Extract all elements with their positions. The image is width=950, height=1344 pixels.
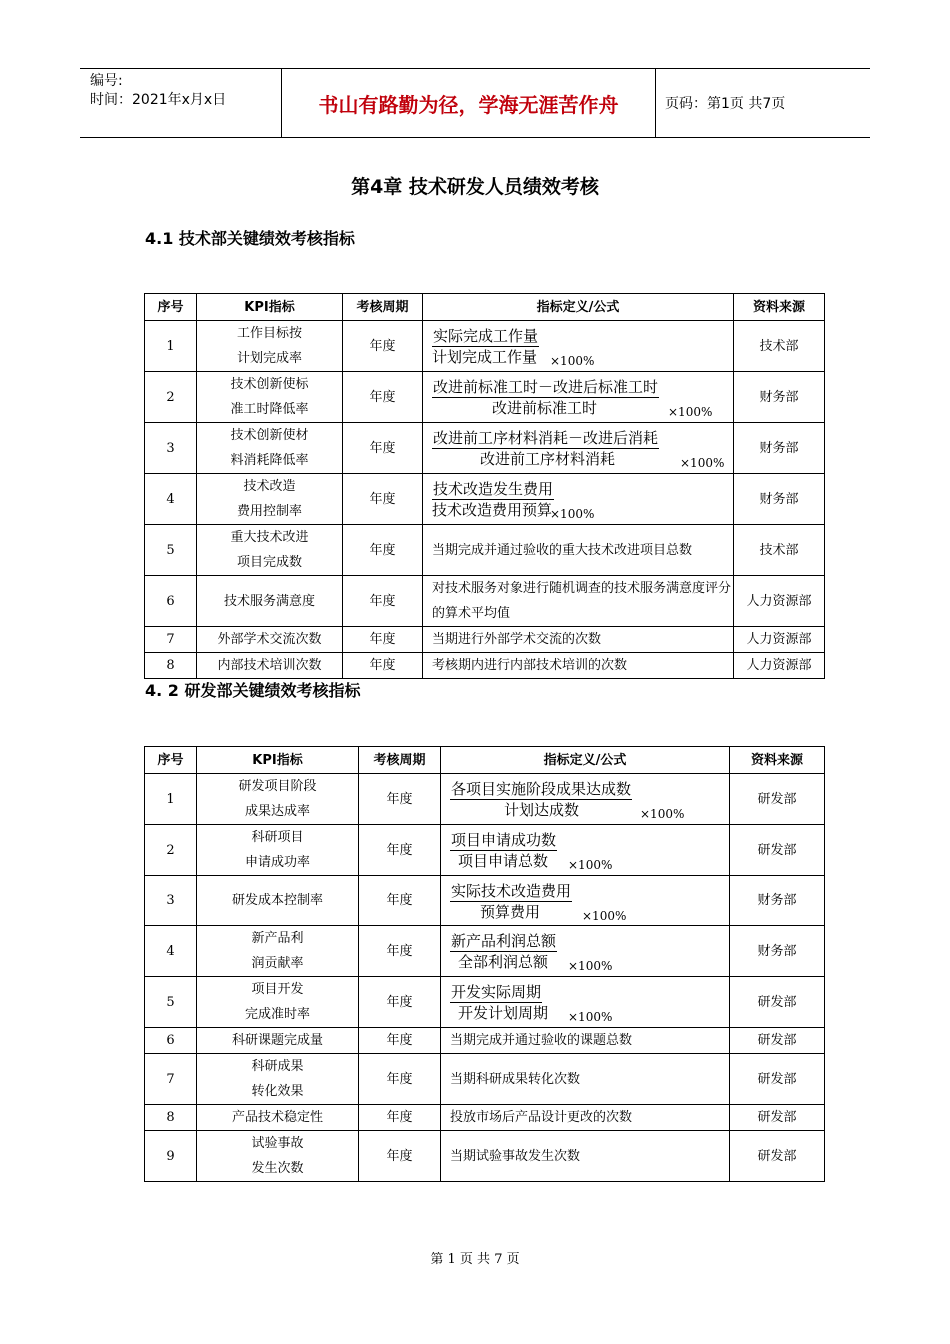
kpi-name-line: 研发项目阶段 <box>238 779 317 794</box>
cell-no: 1 <box>145 321 197 372</box>
table-row <box>145 372 825 423</box>
formula-numerator: 各项目实施阶段成果达成数 <box>451 780 632 798</box>
table-row <box>145 1054 825 1105</box>
cell-source: 研发部 <box>730 1105 825 1131</box>
cell-source: 技术部 <box>734 321 825 372</box>
kpi-name-line: 技术创新使标 <box>230 377 309 392</box>
cell-source: 研发部 <box>730 977 825 1028</box>
cell-source: 财务部 <box>730 876 825 926</box>
table-row <box>145 977 825 1028</box>
kpi-name-line: 润贡献率 <box>251 956 304 971</box>
cell-source: 人力资源部 <box>734 653 825 679</box>
table-row <box>145 1028 825 1054</box>
formula <box>450 828 729 872</box>
cell-no: 5 <box>145 977 197 1028</box>
cell-definition <box>423 423 734 474</box>
kpi-name-line: 内部技术培训次数 <box>217 658 322 673</box>
col-header-no: 序号 <box>145 294 197 321</box>
cell-period: 年度 <box>343 474 423 525</box>
cell-no: 3 <box>145 423 197 474</box>
kpi-name-line: 外部学术交流次数 <box>217 632 322 647</box>
formula-multiplier: ×100% <box>550 507 595 521</box>
cell-definition <box>423 372 734 423</box>
formula <box>432 324 733 368</box>
formula-numerator: 开发实际周期 <box>451 983 542 1001</box>
kpi-table-rd <box>144 746 825 1182</box>
col-header-period: 考核周期 <box>359 747 441 774</box>
cell-source: 研发部 <box>730 774 825 825</box>
cell-no: 7 <box>145 627 197 653</box>
cell-definition <box>423 525 734 576</box>
cell-definition <box>441 1105 730 1131</box>
kpi-name-line: 成果达成率 <box>244 804 310 819</box>
kpi-name-line: 产品技术稳定性 <box>231 1110 323 1125</box>
table-row <box>145 825 825 876</box>
cell-source: 技术部 <box>734 525 825 576</box>
table-row <box>145 774 825 825</box>
kpi-name-line: 重大技术改进 <box>230 530 309 545</box>
cell-period: 年度 <box>343 423 423 474</box>
cell-period: 年度 <box>343 576 423 627</box>
kpi-name-line: 发生次数 <box>251 1161 304 1176</box>
cell-kpi <box>197 977 359 1028</box>
cell-no: 8 <box>145 1105 197 1131</box>
formula-multiplier: ×100% <box>668 405 713 419</box>
kpi-name-line: 试验事故 <box>251 1136 304 1151</box>
cell-period: 年度 <box>343 627 423 653</box>
cell-period: 年度 <box>359 876 441 926</box>
formula-numerator: 改进前工序材料消耗－改进后消耗 <box>433 429 659 447</box>
cell-no: 7 <box>145 1054 197 1105</box>
cell-definition <box>441 1131 730 1182</box>
kpi-name-line: 技术服务满意度 <box>223 593 315 609</box>
table-row <box>145 653 825 679</box>
formula-multiplier: ×100% <box>568 858 613 872</box>
cell-source: 人力资源部 <box>734 576 825 627</box>
kpi-name-line: 科研成果 <box>251 1059 304 1074</box>
definition-text: 当期进行外部学术交流的次数 <box>432 632 602 647</box>
cell-source: 财务部 <box>734 372 825 423</box>
cell-source: 人力资源部 <box>734 627 825 653</box>
formula <box>432 375 733 419</box>
formula-numerator: 实际技术改造费用 <box>451 881 572 900</box>
table-row <box>145 576 825 627</box>
cell-definition <box>441 825 730 876</box>
definition-text: 投放市场后产品设计更改的次数 <box>450 1110 633 1125</box>
cell-kpi <box>197 1054 359 1105</box>
formula-multiplier: ×100% <box>568 1010 613 1024</box>
kpi-name-line: 项目完成数 <box>236 555 302 570</box>
cell-kpi <box>197 1105 359 1131</box>
cell-kpi <box>197 576 343 627</box>
cell-definition <box>441 774 730 825</box>
formula-multiplier: ×100% <box>680 456 725 470</box>
cell-definition <box>423 627 734 653</box>
col-header-period: 考核周期 <box>343 294 423 321</box>
table-row <box>145 474 825 525</box>
kpi-name-line: 科研课题完成量 <box>231 1033 323 1048</box>
cell-no: 8 <box>145 653 197 679</box>
cell-kpi <box>197 1028 359 1054</box>
cell-kpi <box>197 1131 359 1182</box>
cell-no: 6 <box>145 576 197 627</box>
kpi-name-line: 新产品利 <box>251 931 304 946</box>
header-time: 时间：2021年x月x日 <box>90 92 227 108</box>
cell-no: 2 <box>145 372 197 423</box>
cell-no: 9 <box>145 1131 197 1182</box>
table-row <box>145 926 825 977</box>
cell-period: 年度 <box>359 1054 441 1105</box>
cell-no: 2 <box>145 825 197 876</box>
formula-numerator: 新产品利润总额 <box>451 932 557 950</box>
kpi-name-line: 研发成本控制率 <box>231 893 323 908</box>
cell-no: 6 <box>145 1028 197 1054</box>
col-header-definition: 指标定义/公式 <box>441 747 730 774</box>
cell-period: 年度 <box>343 321 423 372</box>
header-page-info: 页码：第1页 共7页 <box>665 96 786 112</box>
kpi-name-line: 费用控制率 <box>236 504 302 519</box>
col-header-no: 序号 <box>145 747 197 774</box>
formula-denominator: 技术改造费用预算 <box>432 501 553 519</box>
formula <box>450 879 729 923</box>
cell-no: 4 <box>145 926 197 977</box>
cell-kpi <box>197 653 343 679</box>
cell-period: 年度 <box>359 1105 441 1131</box>
kpi-name-line: 技术改造 <box>243 479 296 494</box>
cell-period: 年度 <box>359 1131 441 1182</box>
col-header-source: 资料来源 <box>730 747 825 774</box>
formula-multiplier: ×100% <box>568 959 613 973</box>
formula-numerator: 技术改造发生费用 <box>433 480 554 498</box>
formula-denominator: 计划达成数 <box>504 801 580 819</box>
cell-definition <box>441 926 730 977</box>
definition-text: 当期试验事故发生次数 <box>450 1148 581 1164</box>
definition-text: 当期科研成果转化次数 <box>450 1071 581 1087</box>
kpi-name-line: 计划完成率 <box>236 351 302 366</box>
header-code: 编号: <box>90 73 123 89</box>
cell-period: 年度 <box>359 926 441 977</box>
cell-kpi <box>197 372 343 423</box>
formula-denominator: 预算费用 <box>480 902 541 921</box>
table-row <box>145 1131 825 1182</box>
formula-denominator: 改进前标准工时 <box>492 399 598 417</box>
definition-text: 当期完成并通过验收的重大技术改进项目总数 <box>432 542 693 558</box>
table-row <box>145 627 825 653</box>
cell-period: 年度 <box>359 977 441 1028</box>
cell-definition <box>441 977 730 1028</box>
kpi-name-line: 项目开发 <box>251 982 304 997</box>
cell-kpi <box>197 321 343 372</box>
cell-definition <box>441 1054 730 1105</box>
cell-definition <box>441 1028 730 1054</box>
cell-kpi <box>197 627 343 653</box>
formula-denominator: 项目申请总数 <box>458 852 549 870</box>
formula-denominator: 改进前工序材料消耗 <box>480 450 616 468</box>
formula-multiplier: ×100% <box>640 807 685 821</box>
formula-denominator: 计划完成工作量 <box>432 348 538 366</box>
formula-denominator: 全部利润总额 <box>458 953 549 971</box>
formula-denominator: 开发计划周期 <box>458 1004 549 1022</box>
formula <box>450 980 729 1024</box>
table-row <box>145 1105 825 1131</box>
cell-kpi <box>197 876 359 926</box>
cell-source: 财务部 <box>730 926 825 977</box>
table-row <box>145 876 825 926</box>
formula <box>450 777 729 821</box>
cell-kpi <box>197 525 343 576</box>
page-header <box>80 68 870 138</box>
cell-kpi <box>197 825 359 876</box>
formula-numerator: 实际完成工作量 <box>433 327 539 345</box>
cell-definition <box>441 876 730 926</box>
definition-text: 考核期内进行内部技术培训的次数 <box>432 658 628 673</box>
cell-period: 年度 <box>359 825 441 876</box>
kpi-name-line: 准工时降低率 <box>230 402 309 417</box>
cell-period: 年度 <box>343 653 423 679</box>
cell-definition <box>423 321 734 372</box>
cell-source: 研发部 <box>730 1131 825 1182</box>
cell-source: 研发部 <box>730 1028 825 1054</box>
cell-source: 研发部 <box>730 1054 825 1105</box>
kpi-name-line: 工作目标按 <box>236 326 302 341</box>
formula <box>432 426 733 470</box>
col-header-kpi: KPI指标 <box>197 294 343 321</box>
kpi-name-line: 转化效果 <box>251 1084 304 1099</box>
cell-no: 5 <box>145 525 197 576</box>
kpi-name-line: 技术创新使材 <box>230 428 309 443</box>
table-header-row <box>145 294 825 321</box>
cell-period: 年度 <box>359 1028 441 1054</box>
header-meta <box>80 69 282 137</box>
cell-source: 财务部 <box>734 423 825 474</box>
table-header-row <box>145 747 825 774</box>
kpi-name-line: 料消耗降低率 <box>230 453 309 468</box>
page-footer: 第 1 页 共 7 页 <box>430 1252 520 1267</box>
formula-multiplier: ×100% <box>582 908 627 923</box>
formula-numerator: 项目申请成功数 <box>451 831 557 849</box>
col-header-source: 资料来源 <box>734 294 825 321</box>
definition-text: 当期完成并通过验收的课题总数 <box>450 1033 633 1048</box>
cell-kpi <box>197 774 359 825</box>
table-row <box>145 423 825 474</box>
cell-period: 年度 <box>343 525 423 576</box>
chapter-title: 第4章 技术研发人员绩效考核 <box>351 176 599 198</box>
kpi-name-line: 科研项目 <box>251 830 304 845</box>
formula-multiplier: ×100% <box>550 354 595 368</box>
section-title-tech: 4.1 技术部关键绩效考核指标 <box>145 229 355 248</box>
kpi-table-tech <box>144 293 825 679</box>
cell-period: 年度 <box>343 372 423 423</box>
cell-period: 年度 <box>359 774 441 825</box>
formula-numerator: 改进前标准工时－改进后标准工时 <box>433 378 659 396</box>
cell-no: 3 <box>145 876 197 926</box>
cell-definition <box>423 653 734 679</box>
formula <box>450 929 729 973</box>
section-title-rd: 4. 2 研发部关键绩效考核指标 <box>145 681 361 700</box>
cell-source: 研发部 <box>730 825 825 876</box>
formula <box>432 477 733 521</box>
header-motto: 书山有路勤为径，学海无涯苦作舟 <box>282 69 656 137</box>
col-header-kpi: KPI指标 <box>197 747 359 774</box>
cell-kpi <box>197 474 343 525</box>
kpi-name-line: 申请成功率 <box>244 855 310 870</box>
kpi-name-line: 完成准时率 <box>244 1007 310 1022</box>
definition-text: 对技术服务对象进行随机调查的技术服务满意度评分的算术平均值 <box>432 581 732 621</box>
table-row <box>145 321 825 372</box>
cell-no: 4 <box>145 474 197 525</box>
cell-definition <box>423 576 734 627</box>
cell-kpi <box>197 423 343 474</box>
table-row <box>145 525 825 576</box>
col-header-definition: 指标定义/公式 <box>423 294 734 321</box>
cell-source: 财务部 <box>734 474 825 525</box>
cell-no: 1 <box>145 774 197 825</box>
cell-definition <box>423 474 734 525</box>
cell-kpi <box>197 926 359 977</box>
